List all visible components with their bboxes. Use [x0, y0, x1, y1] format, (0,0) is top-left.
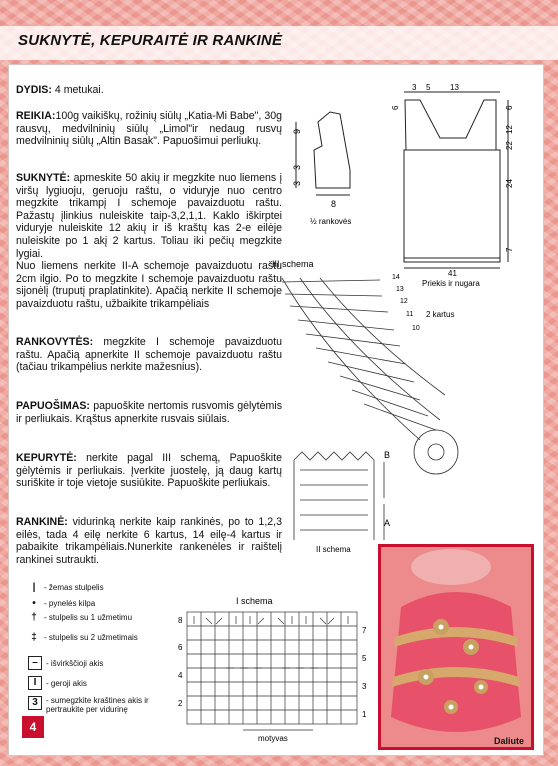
legend-text: - stulpelis su 2 užmetimais [44, 633, 138, 642]
legend-symbol: – [28, 656, 42, 670]
dress-dim-label: 24 [505, 179, 514, 188]
schema3-title: III schema [272, 259, 314, 269]
schema3-diagram [282, 278, 458, 474]
dress-dim-label: 13 [450, 83, 459, 92]
dress-dim-label: 3 [412, 83, 417, 92]
schema3-row-label: 11 [406, 311, 414, 318]
schema2-diagram [294, 452, 384, 540]
legend-text: - geroji akis [46, 678, 87, 688]
sleeve-dim-label: 8 [331, 199, 337, 209]
hat-text: nerkite pagal III schemą, Papuoškite gėlytėmis ir perliukais. Įverkite juostelę, ją daug kartų suriškite ir toje vietoje susiūkite. Papuoškite perliukais. [16, 452, 282, 490]
dress-dim-label: 41 [448, 269, 457, 278]
materials-text: 100g vaikiškų, rožinių siūlų „Katia-Mi Babe", 30g rausvų, medvilninių siūlų „Limol"ir nedaug rusvų medvilninių siūlų „Altin Basak". Papuošimui perliukų. [16, 110, 282, 148]
schema3-note: 2 kartus [426, 310, 455, 319]
legend-symbol: | [32, 582, 36, 593]
schema3-row-label: 14 [392, 274, 400, 281]
dress-text-2: Nuo liemens nerkite II-A schemoje pavaizduotu raštu 2cm ilgio. Po to megzkite I schemoje pavaizduotu raštu sijonėlį (truputį praplatinkite). Apačią nerkite II schemoje pavaizduotu raštu, užbaikite trikampėliais [16, 260, 282, 310]
schema1-row-label: 3 [362, 682, 367, 691]
legend-text: - stulpelis su 1 užmetimu [44, 613, 133, 622]
dress-text: apmeskite 50 akių ir megzkite nuo liemens į viršų lygiuoju, geruoju raštu, o viduryje nuo centro megzkite trikampį I schemoje pavaizduotu raštu. Pažastų įlinkius nuleiskite taip-3,2,1,1. Kaklo iškirptei viduryje nuleiskite 12 akių ir iš kraštų kas 2-e eilėje nuleiskite po 1 akį 2 kartus. Toliau iki pečių megzkite lygiai. [16, 172, 282, 260]
dress-diagram [404, 92, 508, 268]
dress-label: SUKNYTĖ: [16, 172, 71, 184]
schema1-row-label: 2 [178, 699, 183, 708]
dress-dim-label: 7 [505, 247, 514, 252]
schema1-row-label: 8 [178, 616, 183, 625]
legend-text: - išvirkščioji akis [46, 658, 104, 668]
legend-symbol: • [32, 598, 36, 609]
dress-dim-label: 22 [505, 141, 514, 150]
dress-dim-label: 12 [505, 125, 514, 134]
sleeve-caption: ½ rankovės [310, 217, 352, 226]
page-title: SUKNYTĖ, KEPURAITĖ IR RANKINĖ [18, 32, 283, 49]
schema1-grid [187, 612, 357, 724]
sleeve-dim-label: 9 [292, 128, 302, 134]
sleeves-label: RANKOVYTĖS: [16, 336, 94, 348]
hat-label: KEPURYTĖ: [16, 452, 77, 464]
dress-dim-label: 6 [505, 105, 514, 110]
legend-text: - pynelės kilpa [44, 599, 96, 608]
bag-illustration [381, 547, 531, 747]
schema1-row-label: 4 [178, 671, 183, 680]
decoration-text: papuoškite nertomis rusvomis gėlytėmis ir perliukais. Krąštus apnerkite rusvais siūlais. [16, 400, 282, 425]
dress-dim-label: 6 [391, 105, 400, 110]
schema2-title: II schema [316, 545, 351, 554]
dress-caption: Priekis ir nugara [422, 279, 480, 288]
schema3-row-label: 10 [412, 325, 420, 332]
schema3-row-label: 13 [396, 286, 404, 293]
legend-symbol: I [28, 676, 42, 690]
size-text: 4 metukai. [54, 84, 104, 96]
schema1-title: I schema [236, 596, 273, 606]
schema1-row-label: 7 [362, 626, 367, 635]
bag-label: RANKINĖ: [16, 516, 68, 528]
decoration-label: PAPUOŠIMAS: [16, 400, 90, 412]
schema2-side-label: A [384, 518, 391, 528]
sleeves-text: megzkite I schemoje pavaizduotu raštu. Apačią apnerkite II schemoje pavaizduotu raštu (tačiau trikampėlius nerkite mažesnius). [16, 336, 282, 374]
schema3-row-label: 12 [400, 298, 408, 305]
materials-label: REIKIA: [16, 110, 56, 122]
schema1-row-label: 5 [362, 654, 367, 663]
legend-symbol: 3 [28, 696, 42, 710]
schema1-row-label: 1 [362, 710, 367, 719]
sleeve-diagram [296, 112, 350, 195]
schema2-side-label: B [384, 450, 391, 460]
legend-symbol: ‡ [31, 632, 37, 643]
bag-photo [378, 544, 534, 750]
schema1-caption: motyvas [258, 734, 288, 743]
credit-signature: Daliute [494, 736, 525, 746]
size-label: DYDIS: [16, 84, 52, 96]
bag-text: vidurinką nerkite kaip rankinės, po to 1,2,3 eilės, tada 4 eilę nerkite 6 kartus, 14 eilę-4 kartus ir pabaikite trikampėliais.Nunerkite rankenėles ir raištelį rankinei sutraukti. [16, 516, 282, 566]
page-number: 4 [22, 716, 44, 738]
dress-dim-label: 5 [426, 83, 431, 92]
legend-text: - sumegzkite kraštines akis ir pertraukite per vidurinę [46, 696, 149, 714]
sleeve-dim-label: 3 [292, 164, 302, 170]
schema1-row-label: 6 [178, 643, 183, 652]
legend-text: - žemas stulpelis [44, 583, 104, 592]
sleeve-dim-label: 3 [292, 180, 302, 186]
legend-symbol: † [31, 612, 37, 623]
